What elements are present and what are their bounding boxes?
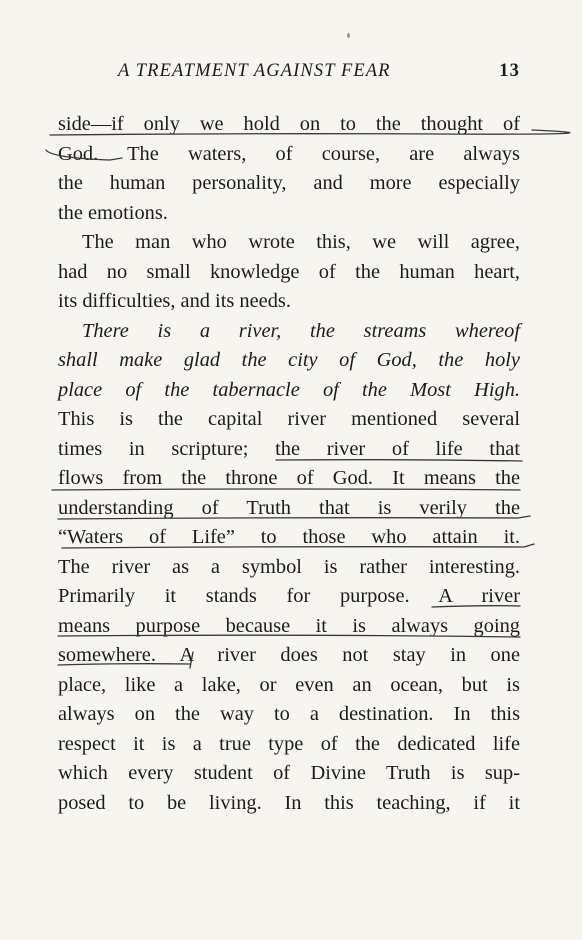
text-line: always on the way to a destination. In this xyxy=(58,703,520,725)
text-line: times in scripture; the river of life that xyxy=(58,437,520,460)
text-line: The man who wrote this, we will agree, xyxy=(82,231,520,253)
text-line: Primarily it stands for purpose. A river xyxy=(58,585,520,607)
text-line: side—if only we hold on to the thought of xyxy=(58,113,520,135)
text-line: had no small knowledge of the human heart, xyxy=(58,260,520,283)
text-line: respect it is a true type of the dedicated life xyxy=(58,732,520,755)
ink-speck xyxy=(347,33,350,38)
quote-line: There is a river, the streams whereof xyxy=(82,319,520,342)
text-line: which every student of Divine Truth is sup- xyxy=(58,762,520,784)
text-line: understanding of Truth that is verily the xyxy=(58,496,520,519)
quote-line: shall make glad the city of God, the holy xyxy=(58,349,520,371)
text-line: flows from the throne of God. It means the xyxy=(58,467,520,489)
text-line: God. The waters, of course, are always xyxy=(58,142,520,165)
running-title: A TREATMENT AGAINST FEAR xyxy=(118,61,391,81)
running-header xyxy=(118,61,520,85)
text-line: This is the capital river mentioned several xyxy=(58,408,520,430)
text-line: the human personality, and more especially xyxy=(58,172,520,194)
quote-line: place of the tabernacle of the Most High. xyxy=(58,378,520,401)
page-number: 13 xyxy=(499,61,520,81)
text-line: somewhere. A river does not stay in one xyxy=(58,644,520,666)
text-line: means purpose because it is always going xyxy=(58,614,520,637)
text-line: The river as a symbol is rather interesting. xyxy=(58,555,520,578)
text-line: the emotions. xyxy=(58,201,168,224)
text-line: “Waters of Life” to those who attain it. xyxy=(58,526,520,548)
page-body xyxy=(58,110,520,818)
text-line: posed to be living. In this teaching, if it xyxy=(58,791,520,814)
text-line: its difficulties, and its needs. xyxy=(58,290,291,312)
text-line: place, like a lake, or even an ocean, but is xyxy=(58,673,520,696)
